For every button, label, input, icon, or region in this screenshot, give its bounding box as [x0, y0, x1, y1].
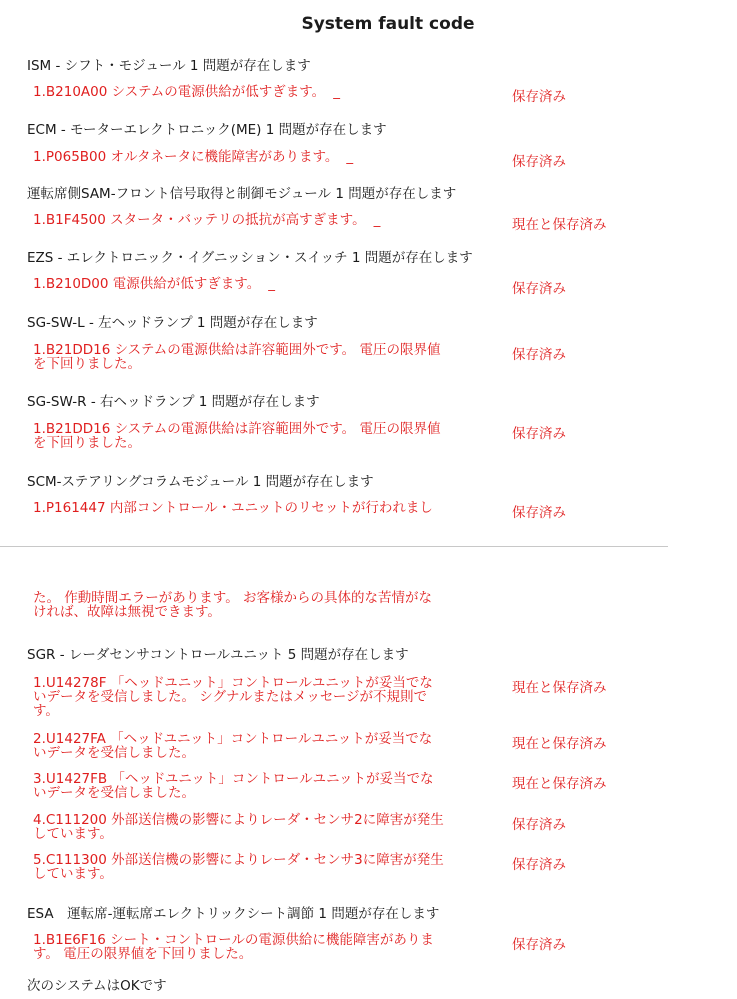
fault-text: 1.B21DD16 システムの電源供給は許容範囲外です。 電圧の限界値 を下回りました。 — [33, 342, 441, 372]
page-divider — [0, 546, 668, 547]
fault-status: 現在と保存済み — [512, 680, 607, 696]
fault-text: 2.U1427FA 「ヘッドユニット」コントロールユニットが妥当でな いデータを受信しました。 — [33, 731, 433, 761]
module-header-sg-sw-r: SG-SW-R - 右ヘッドランプ 1 問題が存在します — [27, 394, 320, 410]
fault-text: 1.U14278F 「ヘッドユニット」コントロールユニットが妥当でな いデータを受信しました。 シグナルまたはメッセージが不規則で す。 — [33, 675, 433, 719]
page-title: System fault code — [301, 14, 475, 34]
fault-status: 保存済み — [512, 817, 566, 833]
fault-text: 1.B1F4500 スタータ・バッテリの抵抗が高すぎます。 _ — [33, 212, 381, 228]
fault-text: 1.B210D00 電源供給が低すぎます。 _ — [33, 276, 275, 292]
fault-status: 現在と保存済み — [512, 736, 607, 752]
fault-status: 保存済み — [512, 347, 566, 363]
fault-status: 保存済み — [512, 505, 566, 521]
module-header-sgr: SGR - レーダセンサコントロールユニット 5 問題が存在します — [27, 647, 409, 663]
fault-status: 保存済み — [512, 937, 566, 953]
fault-status: 保存済み — [512, 857, 566, 873]
module-header-sam: 運転席側SAM-フロント信号取得と制御モジュール 1 問題が存在します — [27, 186, 457, 202]
module-header-esa: ESA 運転席-運転席エレクトリックシート調節 1 問題が存在します — [27, 906, 440, 922]
fault-status: 保存済み — [512, 426, 566, 442]
fault-text: 5.C111300 外部送信機の影響によりレーダ・センサ3に障害が発生 しています。 — [33, 852, 444, 882]
fault-status: 現在と保存済み — [512, 776, 607, 792]
ok-systems-header: 次のシステムはOKです — [27, 978, 167, 994]
fault-status: 保存済み — [512, 281, 566, 297]
fault-text: 1.P161447 内部コントロール・ユニットのリセットが行われまし — [33, 500, 433, 516]
fault-text: 1.B1E6F16 シート・コントロールの電源供給に機能障害がありま す。 電圧の限界値を下回りました。 — [33, 932, 434, 962]
fault-status: 現在と保存済み — [512, 217, 607, 233]
fault-text: 3.U1427FB 「ヘッドユニット」コントロールユニットが妥当でな いデータを受信しました。 — [33, 771, 434, 801]
fault-text: 1.B21DD16 システムの電源供給は許容範囲外です。 電圧の限界値 を下回りました。 — [33, 421, 441, 451]
module-header-sg-sw-l: SG-SW-L - 左ヘッドランプ 1 問題が存在します — [27, 315, 318, 331]
module-header-ism: ISM - シフト・モジュール 1 問題が存在します — [27, 58, 311, 74]
fault-text: 4.C111200 外部送信機の影響によりレーダ・センサ2に障害が発生 しています。 — [33, 812, 444, 842]
fault-status: 保存済み — [512, 154, 566, 170]
module-header-ecm: ECM - モーターエレクトロニック(ME) 1 問題が存在します — [27, 122, 387, 138]
fault-status: 保存済み — [512, 89, 566, 105]
fault-text: 1.P065B00 オルタネータに機能障害があります。 _ — [33, 149, 354, 165]
fault-text: 1.B210A00 システムの電源供給が低すぎます。 _ — [33, 84, 340, 100]
module-header-scm: SCM-ステアリングコラムモジュール 1 問題が存在します — [27, 474, 374, 490]
fault-text-continuation: た。 作動時間エラーがあります。 お客様からの具体的な苦情がな ければ、故障は無視できます。 — [33, 590, 433, 620]
module-header-ezs: EZS - エレクトロニック・イグニッション・スイッチ 1 問題が存在します — [27, 250, 473, 266]
